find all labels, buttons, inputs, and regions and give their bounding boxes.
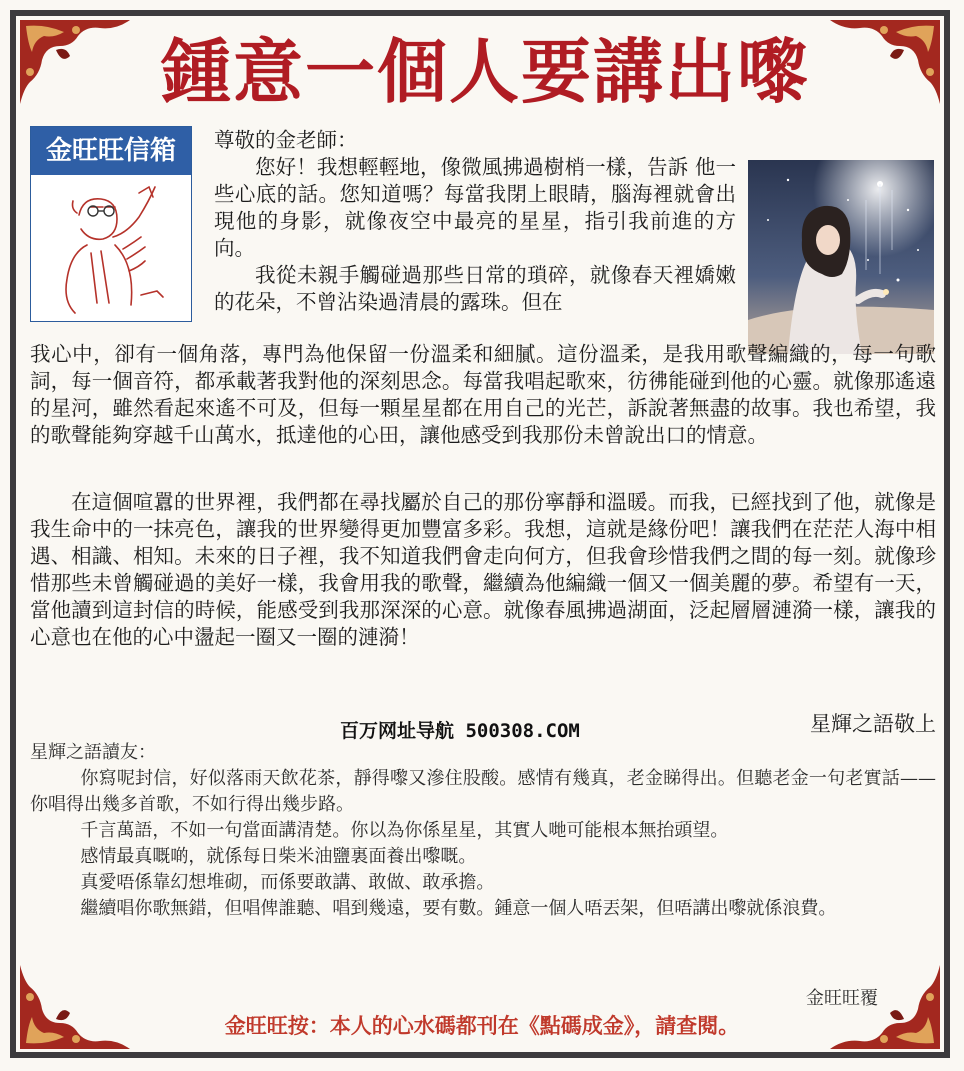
letter-illustration	[748, 160, 934, 354]
letter-signature: 星輝之語敬上	[810, 712, 936, 736]
letter-paragraph: 在這個喧囂的世界裡，我們都在尋找屬於自己的那份寧靜和溫暖。而我，已經找到了他，就像是我生命中的一抹亮色，讓我的世界變得更加豐富多彩。我想，這就是緣份吧！讓我們在茫茫人海中相遇、相識、相知。未來的日子裡，我不知道我們會走向何方，但我會珍惜我們之間的每一刻。就像珍惜那些未曾觸碰過的美好一樣，我會用我的歌聲，繼續為他編織一個又一個美麗的夢。希望有一天，當他讀到這封信的時候，能感受到我那深深的心意。就像春風拂過湖面，泛起層層漣漪一樣，讓我的心意也在他的心中盪起一圈又一圈的漣漪！	[30, 490, 936, 649]
reply-signature: 金旺旺覆	[806, 988, 878, 1009]
corner-ornament-icon	[826, 16, 944, 108]
letter-paragraph: 您好！我想輕輕地，像微風拂過樹梢一樣，告訴 他一些心底的話。您知道嗎？每當我閉上眼睛，腦海裡就會出現他的身影，就像夜空中最亮的星星，指引我前進的方向。	[214, 155, 736, 260]
watermark-text: 百万网址导航 500308.COM	[340, 720, 580, 742]
reply-salutation: 星輝之語讀友：	[30, 742, 156, 763]
corner-ornament-icon	[16, 961, 134, 1053]
starry-girl-image-icon	[748, 160, 934, 354]
column-label: 金旺旺信箱	[31, 127, 191, 175]
corner-ornament-icon	[16, 16, 134, 108]
columnist-sketch-icon	[31, 175, 191, 321]
letter-body	[30, 489, 936, 651]
letter-paragraph: 我心中，卻有一個角落，專門為他保留一份溫柔和細膩。這份溫柔，是我用歌聲編織的，每一句歌詞，每一個音符，都承載著我對他的深刻思念。每當我唱起歌來，彷彿能碰到他的心靈。就像那遙遠的星河，雖然看起來遙不可及，但每一顆星星都在用自己的光芒，訴說著無盡的故事。我也希望，我的歌聲能夠穿越千山萬水，抵達他的心田，讓他感受到我那份未曾說出口的情意。	[30, 342, 936, 447]
reply-paragraph: 繼續唱你歌無錯，但唱俾誰聽、唱到幾遠，要有數。鍾意一個人唔丟架，但唔講出嚟就係浪費。	[80, 898, 837, 919]
footer-note: 金旺旺按：本人的心水碼都刊在《點碼成金》，請查閱。	[224, 1014, 740, 1038]
letter-body	[30, 341, 936, 449]
letter-paragraph: 我從未親手觸碰過那些日常的瑣碎，就像春天裡嬌嫩的花朵，不曾沾染過清晨的露珠。但在	[214, 263, 736, 314]
letter-salutation: 尊敬的金老師：	[214, 128, 358, 152]
page-title: 鍾意一個人要講出嚟	[161, 30, 809, 113]
letter-intro	[214, 127, 736, 316]
reply-paragraph: 感情最真嘅啲，就係每日柴米油鹽裏面養出嚟嘅。	[80, 846, 477, 867]
reply-section	[30, 740, 936, 922]
reply-paragraph: 你寫呢封信，好似落雨天飲花茶，靜得嚟又滲住股酸。感情有幾真，老金睇得出。但聽老金一句老實話——你唱得出幾多首歌，不如行得出幾步路。	[30, 768, 936, 815]
reply-paragraph: 千言萬語，不如一句當面講清楚。你以為你係星星，其實人哋可能根本無抬頭望。	[80, 820, 729, 841]
reply-paragraph: 真愛唔係靠幻想堆砌，而係要敢講、敢做、敢承擔。	[80, 872, 495, 893]
column-badge	[30, 126, 192, 322]
